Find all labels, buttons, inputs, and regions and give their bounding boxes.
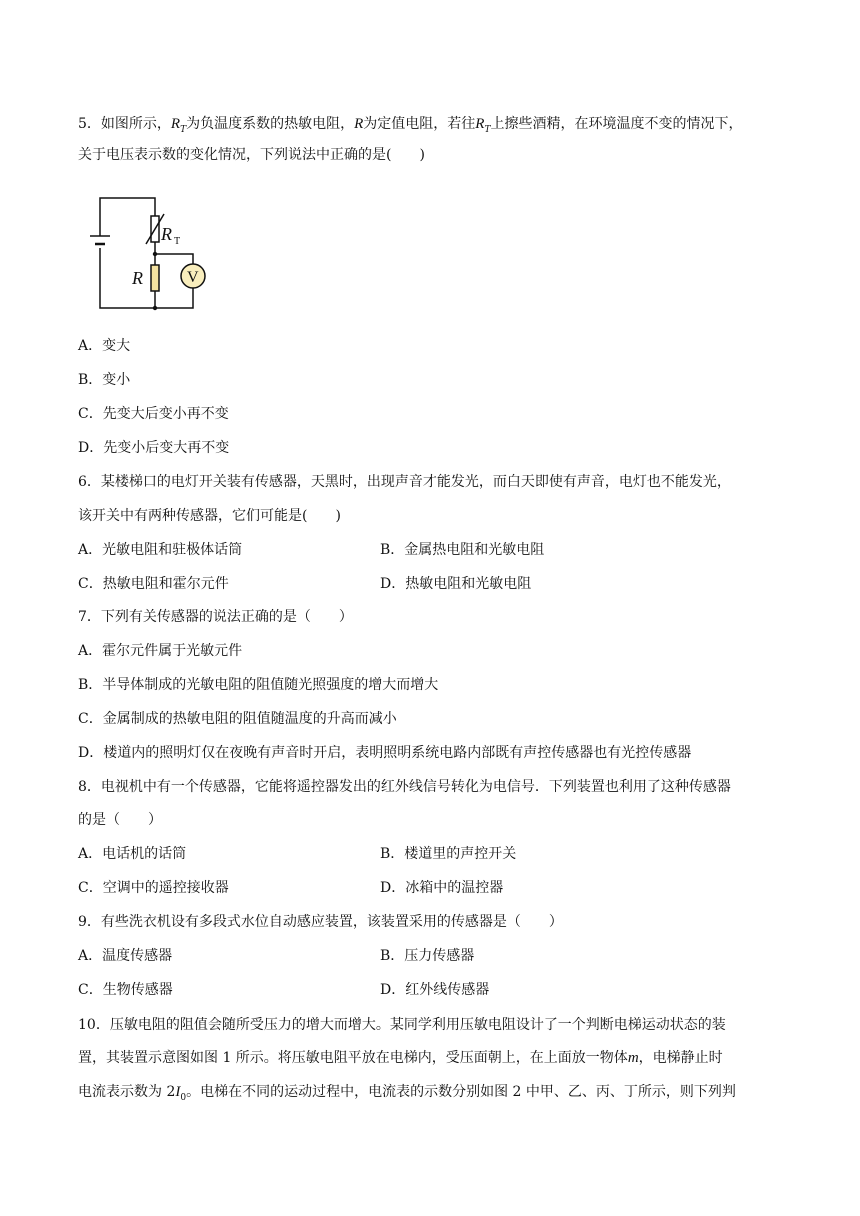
q8-option-d: D．冰箱中的温控器 (380, 880, 504, 896)
q7-line-1: 7．下列有关传感器的说法正确的是（ ） (78, 609, 353, 625)
circuit-diagram (80, 188, 220, 318)
q7-option-d: D．楼道内的照明灯仅在夜晚有声音时开启，表明照明系统电路内部既有声控传感器也有光控传感器 (78, 745, 692, 761)
resistor-r (151, 265, 159, 291)
q9-option-b: B．压力传感器 (380, 948, 475, 964)
q6-option-a: A．光敏电阻和驻极体话筒 (78, 542, 243, 558)
q8-line-1: 8．电视机中有一个传感器，它能将遥控器发出的红外线信号转化为电信号．下列装置也利用了这种传感器 (78, 779, 731, 795)
q7-option-a: A．霍尔元件属于光敏元件 (78, 643, 243, 659)
q7-option-b: B．半导体制成的光敏电阻的阻值随光照强度的增大而增大 (78, 677, 439, 693)
junction-dot-bottom (153, 306, 157, 310)
q5-line-2: 关于电压表示数的变化情况，下列说法中正确的是( ) (78, 147, 425, 163)
q8-option-a: A．电话机的话筒 (78, 846, 187, 862)
q5-line-1: 5．如图所示，$R_T$为负温度系数的热敏电阻，R为定值电阻，若往$R_T$上擦些酒精，在环境温度不变的情况下， (78, 116, 743, 135)
q9-option-c: C．生物传感器 (78, 982, 173, 998)
q5-option-d: D．先变小后变大再不变 (78, 440, 230, 456)
q6-option-d: D．热敏电阻和光敏电阻 (380, 576, 532, 592)
q10-line-2: 置，其装置示意图如图 1 所示。将压敏电阻平放在电梯内，受压面朝上，在上面放一物体m，电梯静止时 (78, 1050, 723, 1066)
rt-sub-label: T (174, 236, 181, 247)
wire-top (100, 198, 155, 236)
junction-dot-top (153, 252, 157, 256)
q9-line-1: 9．有些洗衣机设有多段式水位自动感应装置，该装置采用的传感器是（ ） (78, 914, 563, 930)
q7-option-c: C．金属制成的热敏电阻的阻值随温度的升高而减小 (78, 711, 397, 727)
q5-option-c: C．先变大后变小再不变 (78, 406, 229, 422)
q6-option-c: C．热敏电阻和霍尔元件 (78, 576, 229, 592)
q8-line-2: 的是（ ） (78, 812, 162, 828)
q8-option-b: B．楼道里的声控开关 (380, 846, 517, 862)
q6-line-2: 该开关中有两种传感器，它们可能是( ) (78, 508, 341, 524)
q5-option-b: B．变小 (78, 372, 131, 388)
q10-line-1: 10．压敏电阻的阻值会随所受压力的增大而增大。某同学利用压敏电阻设计了一个判断电梯运动状态的装 (78, 1017, 726, 1033)
q8-option-c: C．空调中的遥控接收器 (78, 880, 229, 896)
voltmeter-label: V (187, 269, 199, 286)
q6-line-1: 6．某楼梯口的电灯开关装有传感器，天黑时，出现声音才能发光，而白天即使有声音，电灯也不能发光， (78, 474, 731, 490)
q5-option-a: A．变大 (78, 338, 131, 354)
q9-option-d: D．红外线传感器 (380, 982, 490, 998)
r-label: R (132, 268, 143, 288)
q9-option-a: A．温度传感器 (78, 948, 173, 964)
q6-option-b: B．金属热电阻和光敏电阻 (380, 542, 545, 558)
q10-line-3: 电流表示数为 $2I_0$。电梯在不同的运动过程中，电流表的示数分别如图 2 中甲、乙、丙、丁所示，则下列判 (78, 1084, 736, 1103)
rt-label: R (161, 224, 172, 244)
wire-bottom (100, 248, 155, 308)
